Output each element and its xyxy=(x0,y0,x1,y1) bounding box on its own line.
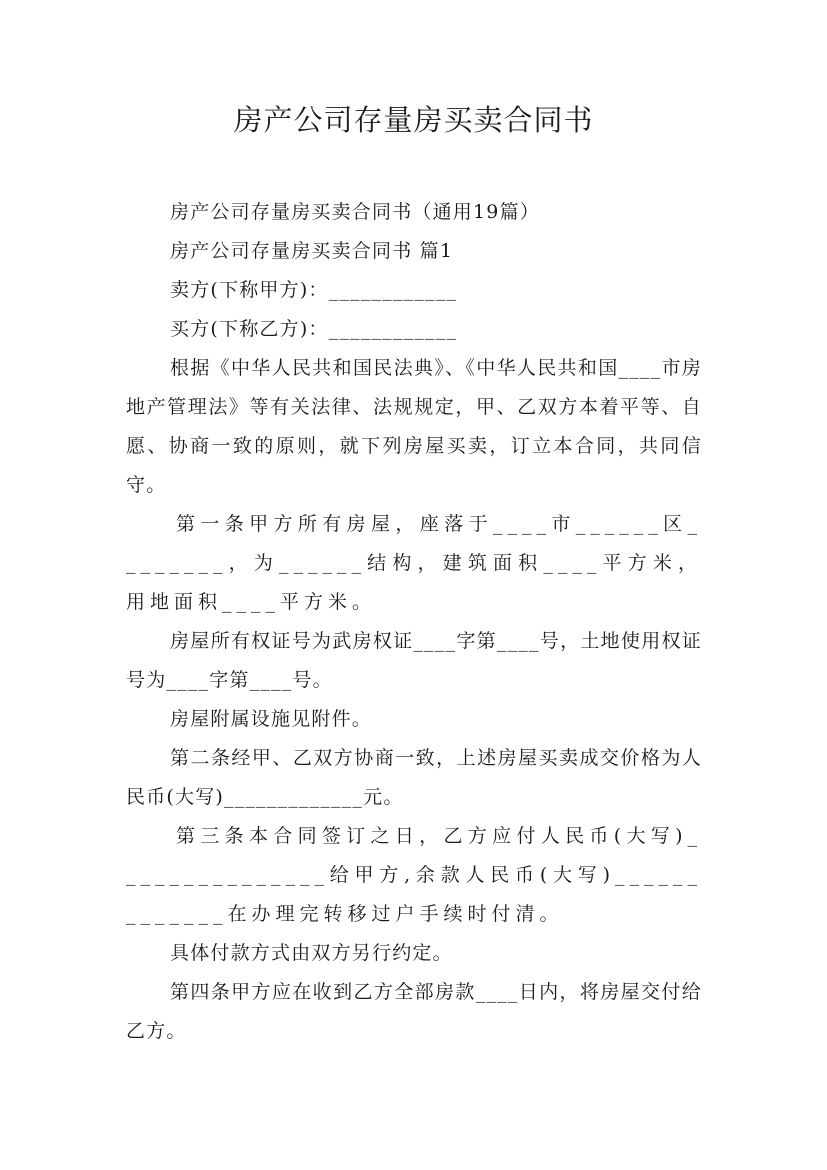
paragraph-facilities: 房屋附属设施见附件。 xyxy=(170,708,373,730)
document-body xyxy=(126,193,702,1051)
paragraph-article-3: 第三条本合同签订之日，乙方应付人民币(大写)_______________给甲方,余款人民币(大写)_____________在办理完转移过户手续时付清。 xyxy=(126,825,702,925)
paragraph-article-4: 第四条甲方应在收到乙方全部房款____日内，将房屋交付给乙方。 xyxy=(126,981,702,1042)
paragraph-subtitle: 房产公司存量房买卖合同书（通用19篇） xyxy=(170,201,540,223)
paragraph-preamble: 根据《中华人民共和国民法典》、《中华人民共和国____市房地产管理法》等有关法律、法规规定，甲、乙双方本着平等、自愿、协商一致的原则，就下列房屋买卖，订立本合同，共同信守。 xyxy=(126,357,702,496)
paragraph-payment-method: 具体付款方式由双方另行约定。 xyxy=(170,942,453,964)
paragraph-article-2: 第二条经甲、乙双方协商一致，上述房屋买卖成交价格为人民币(大写)_____________元。 xyxy=(126,747,702,808)
paragraph-certificate: 房屋所有权证号为武房权证____字第____号，土地使用权证号为____字第____号。 xyxy=(126,630,702,691)
paragraph-article-1: 第一条甲方所有房屋，座落于____市______区________，为______结构，建筑面积____平方米，用地面积____平方米。 xyxy=(126,513,702,613)
document-title: 房产公司存量房买卖合同书 xyxy=(233,103,594,137)
paragraph-chapter-heading: 房产公司存量房买卖合同书 篇1 xyxy=(170,240,454,262)
paragraph-buyer: 买方(下称乙方)：____________ xyxy=(170,318,458,340)
paragraph-seller: 卖方(下称甲方)：____________ xyxy=(170,279,458,301)
